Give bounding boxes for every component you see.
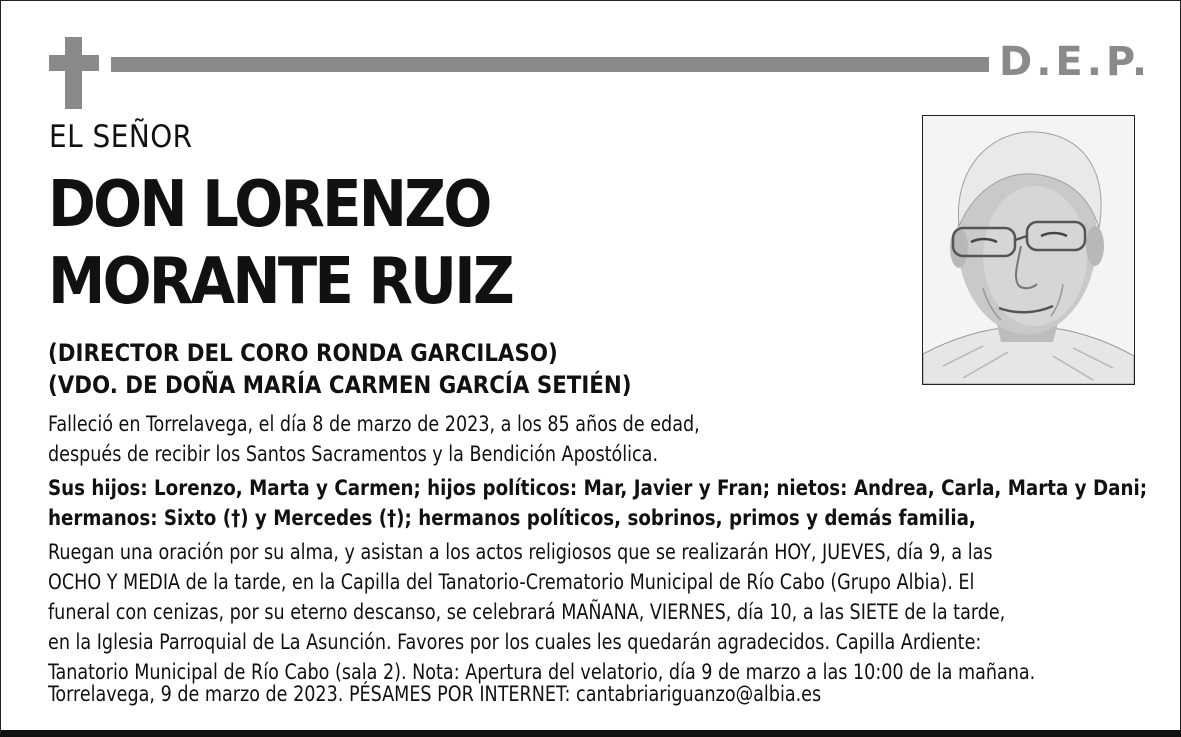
cross-icon [49,37,99,109]
death-notice-line: después de recibir los Santos Sacramentos y la Bendición Apostólica. [48,442,659,466]
funeral-line: en la Iglesia Parroquial de La Asunción. Favores por los cuales les quedarán agradecidos. Capilla Ardiente: [48,630,982,654]
death-notice-line: Falleció en Torrelavega, el día 8 de marzo de 2023, a los 85 años de edad, [48,412,700,436]
title-prefix: EL SEÑOR [49,119,193,155]
subtitle-widower: (VDO. DE DOÑA MARÍA CARMEN GARCÍA SETIÉN) [48,371,632,399]
funeral-line: Tanatorio Municipal de Río Cabo (sala 2). Nota: Apertura del velatorio, día 9 de marzo a las 10:00 de la mañana. [48,660,1036,684]
family-line: hermanos: Sixto (†) y Mercedes (†); hermanos políticos, sobrinos, primos y demás familia, [48,506,976,530]
deceased-name-line-2: MORANTE RUIZ [48,245,513,319]
death-notice [48,409,700,469]
funeral-line: OCHO Y MEDIA de la tarde, en la Capilla del Tanatorio-Crematorio Municipal de Río Cabo (Grupo Albia). El [48,570,975,594]
portrait-photo-icon [923,116,1134,384]
funeral-details [48,537,1035,687]
funeral-line: funeral con cenizas, por su eterno descanso, se celebrará MAÑANA, VIERNES, día 10, a las SIETE de la tarde, [48,600,1006,624]
family-list [48,473,1147,533]
dep-label: D.E.P. [999,39,1152,85]
subtitle-role: (DIRECTOR DEL CORO RONDA GARCILASO) [48,339,558,367]
family-line: Sus hijos: Lorenzo, Marta y Carmen; hijos políticos: Mar, Javier y Fran; nietos: Andrea, Carla, Marta y Dani; [48,476,1148,500]
portrait-photo [922,115,1135,385]
footer-condolences: Torrelavega, 9 de marzo de 2023. PÉSAMES POR INTERNET: cantabriariguanzo@albia.es [48,682,822,706]
funeral-line: Ruegan una oración por su alma, y asistan a los actos religiosos que se realizarán HOY, JUEVES, día 9, a las [48,540,993,564]
deceased-name-line-1: DON LORENZO [48,168,490,242]
header-rule [111,57,989,72]
